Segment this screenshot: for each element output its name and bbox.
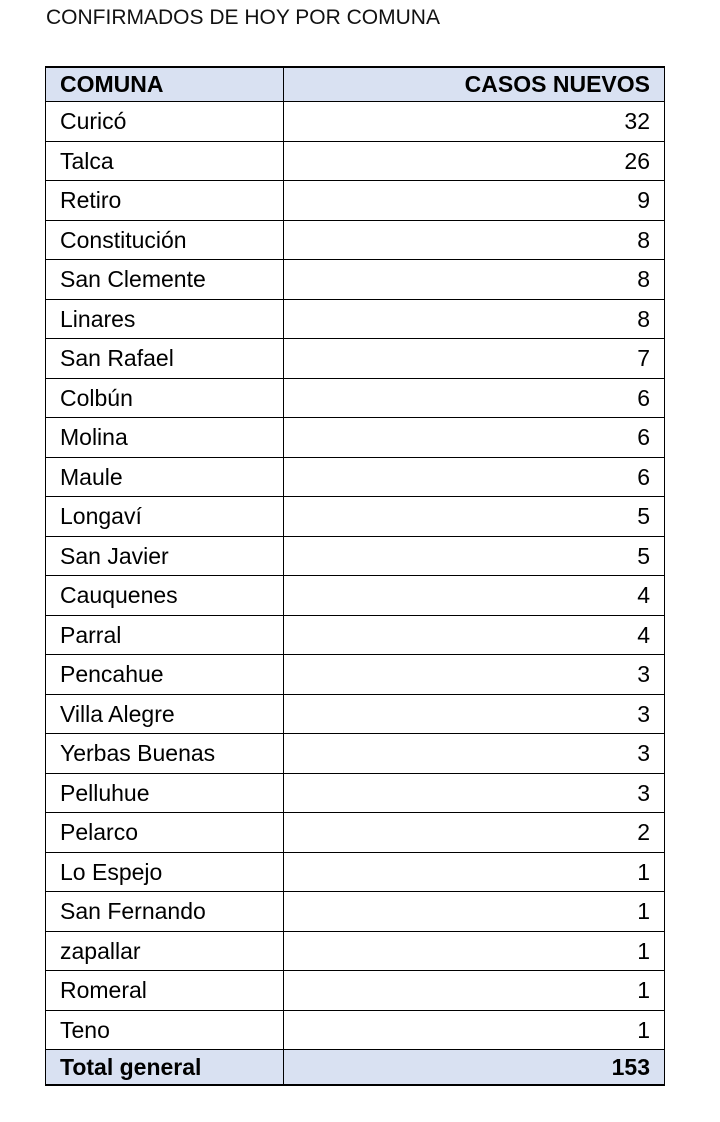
table-row (46, 931, 665, 971)
casos-cell: 6 (284, 457, 665, 497)
table-row (46, 102, 665, 142)
casos-cell: 1 (284, 892, 665, 932)
table-row (46, 299, 665, 339)
table-footer (46, 1050, 665, 1086)
table-header (46, 67, 665, 102)
casos-cell: 26 (284, 141, 665, 181)
comuna-cell: Lo Espejo (46, 852, 284, 892)
casos-cell: 3 (284, 694, 665, 734)
casos-cell: 8 (284, 220, 665, 260)
table-row (46, 457, 665, 497)
table-row (46, 220, 665, 260)
casos-cell: 4 (284, 576, 665, 616)
comuna-cell: Parral (46, 615, 284, 655)
casos-cell: 4 (284, 615, 665, 655)
table-row (46, 418, 665, 458)
casos-cell: 3 (284, 734, 665, 774)
casos-cell: 2 (284, 813, 665, 853)
comuna-cell: Retiro (46, 181, 284, 221)
table-row (46, 892, 665, 932)
comuna-cell: Talca (46, 141, 284, 181)
comuna-cell: Teno (46, 1010, 284, 1050)
casos-cell: 3 (284, 773, 665, 813)
table-row (46, 813, 665, 853)
comuna-cell: Romeral (46, 971, 284, 1011)
comuna-cell: Colbún (46, 378, 284, 418)
comuna-cell: San Clemente (46, 260, 284, 300)
total-row (46, 1050, 665, 1086)
comuna-cell: Yerbas Buenas (46, 734, 284, 774)
casos-cell: 7 (284, 339, 665, 379)
comuna-cell: Pelluhue (46, 773, 284, 813)
casos-cell: 5 (284, 497, 665, 537)
comuna-cell: Pelarco (46, 813, 284, 853)
cases-by-comuna-table (45, 66, 665, 1086)
comuna-cell: Maule (46, 457, 284, 497)
table-row (46, 536, 665, 576)
casos-cell: 8 (284, 299, 665, 339)
comuna-cell: Curicó (46, 102, 284, 142)
table-row (46, 694, 665, 734)
comuna-cell: San Rafael (46, 339, 284, 379)
casos-cell: 5 (284, 536, 665, 576)
table-row (46, 260, 665, 300)
casos-cell: 1 (284, 971, 665, 1011)
casos-cell: 32 (284, 102, 665, 142)
total-value: 153 (284, 1050, 665, 1086)
table-row (46, 615, 665, 655)
comuna-cell: zapallar (46, 931, 284, 971)
casos-cell: 8 (284, 260, 665, 300)
casos-cell: 6 (284, 378, 665, 418)
casos-cell: 1 (284, 852, 665, 892)
table-row (46, 655, 665, 695)
comuna-cell: Constitución (46, 220, 284, 260)
total-label: Total general (46, 1050, 284, 1086)
casos-cell: 1 (284, 931, 665, 971)
table-row (46, 497, 665, 537)
page-title: CONFIRMADOS DE HOY POR COMUNA (46, 6, 440, 29)
comuna-cell: San Fernando (46, 892, 284, 932)
table-row (46, 181, 665, 221)
table-body (46, 102, 665, 1050)
comuna-cell: Longaví (46, 497, 284, 537)
table-row (46, 852, 665, 892)
comuna-cell: Cauquenes (46, 576, 284, 616)
table-row (46, 378, 665, 418)
comuna-cell: Linares (46, 299, 284, 339)
casos-cell: 6 (284, 418, 665, 458)
table-row (46, 773, 665, 813)
comuna-cell: Molina (46, 418, 284, 458)
table-row (46, 576, 665, 616)
table-row (46, 1010, 665, 1050)
casos-cell: 9 (284, 181, 665, 221)
comuna-cell: Villa Alegre (46, 694, 284, 734)
table-row (46, 734, 665, 774)
comuna-cell: Pencahue (46, 655, 284, 695)
table-row (46, 141, 665, 181)
casos-cell: 3 (284, 655, 665, 695)
table-row (46, 971, 665, 1011)
comuna-cell: San Javier (46, 536, 284, 576)
table-row (46, 339, 665, 379)
header-comuna: COMUNA (46, 67, 284, 102)
header-row (46, 67, 665, 102)
header-casos-nuevos: CASOS NUEVOS (284, 67, 665, 102)
casos-cell: 1 (284, 1010, 665, 1050)
